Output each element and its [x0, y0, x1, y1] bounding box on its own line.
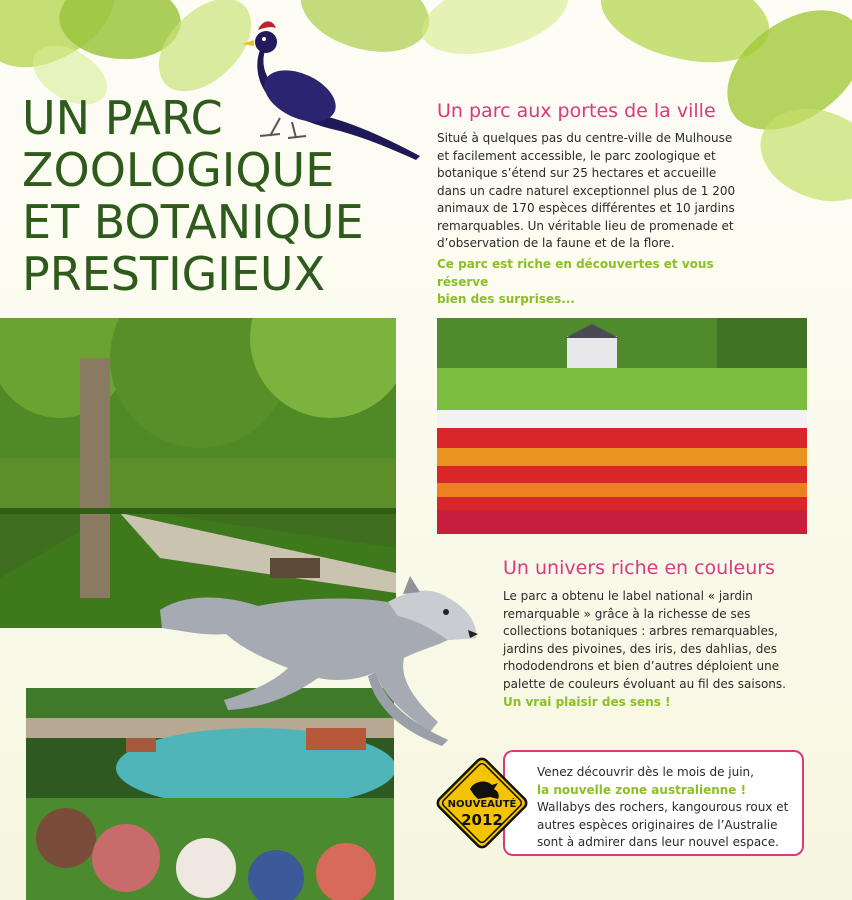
- title-line: ET BOTANIQUE: [22, 195, 364, 249]
- body-line: dans un cadre naturel exceptionnel plus de 1 200: [437, 183, 736, 198]
- body-line: rhododendrons et bien d’autres déploient une: [503, 659, 780, 673]
- body-line: remarquables. Un véritable lieu de promenade et: [437, 218, 734, 233]
- section-body-city: [437, 130, 757, 253]
- section-body-colors: [503, 588, 803, 693]
- callout-text: [537, 764, 799, 852]
- section-tagline-colors: Un vrai plaisir des sens !: [503, 695, 671, 709]
- body-line: animaux de 170 espèces différentes et 10 jardins: [437, 201, 735, 215]
- body-line: d’observation de la faune et de la flore.: [437, 236, 675, 250]
- callout-highlight: la nouvelle zone australienne !: [537, 782, 747, 797]
- tagline-line: bien des surprises...: [437, 292, 575, 306]
- title-line: PRESTIGIEUX: [22, 247, 326, 301]
- callout-line: Venez découvrir dès le mois de juin,: [537, 765, 754, 779]
- page-title: [22, 92, 422, 300]
- section-tagline-city: [437, 256, 757, 309]
- title-line: ZOOLOGIQUE: [22, 143, 335, 197]
- body-line: collections botaniques : arbres remarquables,: [503, 624, 778, 638]
- body-line: jardins des pivoines, des iris, des dahlias, des: [503, 641, 778, 656]
- title-line: UN PARC: [22, 91, 223, 145]
- wolf-illustration: [148, 572, 483, 747]
- body-line: Situé à quelques pas du centre-ville de Mulhouse: [437, 131, 733, 145]
- tagline-line: Ce parc est riche en découvertes et vous réserve: [437, 257, 714, 289]
- section-heading-city: Un parc aux portes de la ville: [437, 100, 716, 122]
- body-line: remarquable » grâce à la richesse de ses: [503, 606, 751, 621]
- badge-label: NOUVEAUTÉ: [447, 799, 517, 810]
- callout-line: sont à admirer dans leur nouvel espace.: [537, 835, 779, 849]
- body-line: botanique s’étend sur 25 hectares et accueille: [437, 166, 717, 180]
- callout-australia: [503, 750, 804, 856]
- callout-line: Wallabys des rochers, kangourous roux et: [537, 800, 789, 814]
- body-line: palette de couleurs évoluant au fil des saisons.: [503, 676, 786, 691]
- body-line: et facilement accessible, le parc zoologique et: [437, 148, 716, 163]
- badge-year: 2012: [461, 811, 503, 829]
- callout-line: autres espèces originaires de l’Australie: [537, 817, 778, 832]
- badge-new-2012: [434, 755, 530, 851]
- body-line: Le parc a obtenu le label national « jardin: [503, 589, 753, 603]
- photo-flower-garden: [437, 318, 807, 534]
- section-heading-colors: Un univers riche en couleurs: [503, 557, 775, 579]
